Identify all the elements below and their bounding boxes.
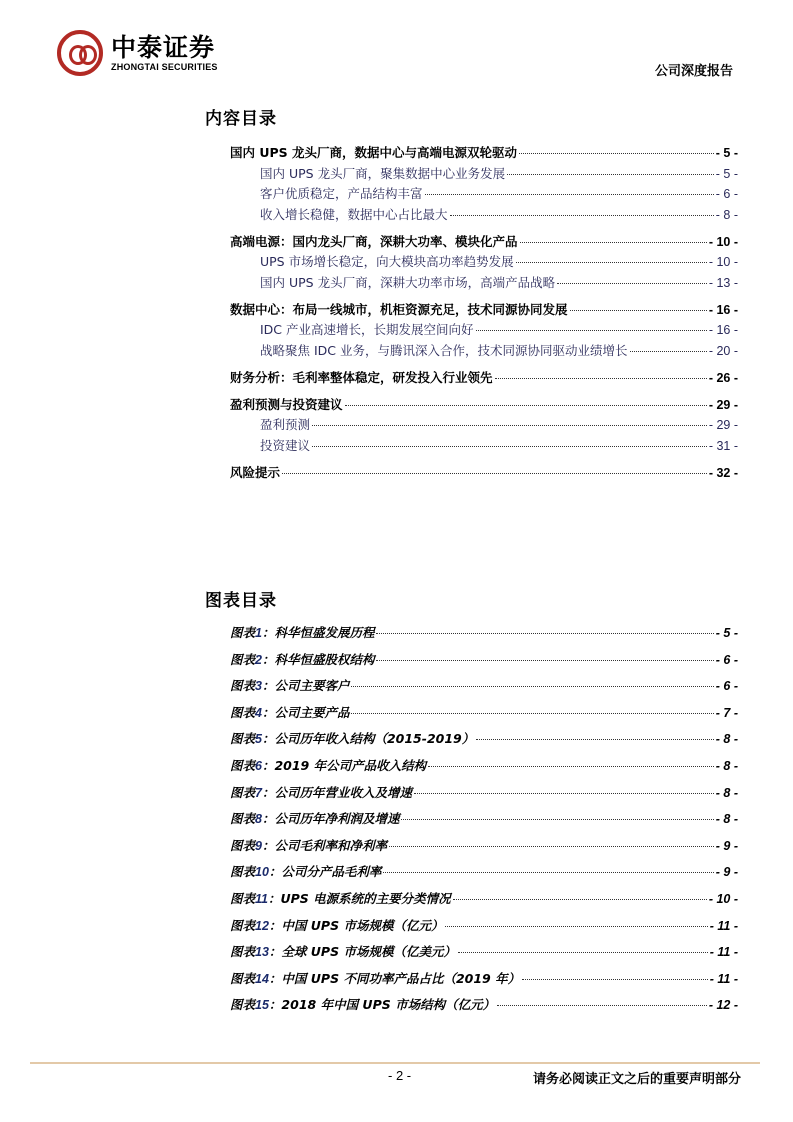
contents-title: 内容目录 — [205, 109, 277, 129]
figure-entry-label — [230, 726, 474, 753]
figure-number: 9 — [255, 838, 262, 853]
toc-entry[interactable] — [230, 252, 738, 273]
figure-title: ：全球 UPS 市场规模（亿美元） — [268, 944, 456, 960]
figure-number: 2 — [255, 652, 262, 667]
toc-entry-label: 国内 UPS 龙头厂商，数据中心与高端电源双轮驱动 — [230, 145, 518, 160]
toc-entry-label: 高端电源：国内龙头厂商，深耕大功率、模块化产品 — [230, 233, 518, 249]
figure-prefix: 图表 — [230, 625, 256, 640]
page-number: - 2 - — [388, 1068, 412, 1083]
logo-icon — [57, 30, 103, 76]
toc-entry[interactable] — [230, 320, 738, 341]
toc-entry-label: UPS 市场增长稳定，向大模块高功率趋势发展 — [260, 254, 514, 269]
figure-entry[interactable] — [230, 726, 738, 753]
toc-entry[interactable] — [230, 184, 738, 205]
figure-entry-label — [230, 992, 495, 1019]
toc-entry-page: - 26 - — [708, 370, 738, 385]
figure-title: ：科华恒盛发展历程 — [261, 625, 375, 640]
toc-entry-page: - 31 - — [708, 438, 738, 453]
figure-number: 5 — [255, 732, 262, 747]
leader-dots — [507, 174, 714, 175]
toc-entry-label: 客户优质稳定，产品结构丰富 — [260, 186, 423, 201]
toc-entry-page: - 20 - — [708, 343, 738, 358]
figure-number: 4 — [255, 705, 262, 720]
figure-prefix: 图表 — [230, 651, 256, 667]
figure-prefix: 图表 — [230, 678, 256, 694]
footer-divider — [30, 1062, 760, 1064]
figure-entry[interactable] — [230, 913, 738, 940]
figure-entry[interactable] — [230, 673, 738, 700]
toc-entry-page: - 6 - — [715, 187, 738, 201]
leader-dots — [351, 686, 713, 687]
toc-entry-page: - 16 - — [708, 323, 738, 337]
figure-entry-page: - 6 - — [715, 652, 738, 667]
figure-entry-label — [230, 780, 412, 807]
leader-dots — [458, 952, 708, 953]
leader-dots — [428, 766, 714, 767]
leader-dots — [414, 793, 714, 794]
figure-number: 10 — [255, 865, 269, 880]
toc-entry-label: 财务分析：毛利率整体稳定，研发投入行业领先 — [230, 369, 493, 385]
figure-title: ：2019 年公司产品收入结构 — [261, 757, 427, 773]
leader-dots — [376, 660, 713, 661]
toc-entry-label: 国内 UPS 龙头厂商，聚集数据中心业务发展 — [260, 165, 506, 181]
figure-title: ：公司分产品毛利率 — [268, 864, 382, 880]
figure-entry-label — [230, 886, 451, 913]
toc-entry[interactable] — [230, 368, 738, 389]
leader-dots — [495, 378, 707, 379]
figure-entry[interactable] — [230, 806, 738, 833]
logo-english-name: ZHONGTAI SECURITIES — [111, 62, 218, 72]
figure-entry-page: - 6 - — [715, 679, 738, 694]
figure-entry-label — [230, 620, 374, 647]
figure-entry-label — [230, 673, 349, 700]
figure-title: ：公司主要客户 — [261, 678, 350, 694]
figure-prefix: 图表 — [230, 837, 256, 853]
figure-number: 12 — [255, 918, 269, 933]
leader-dots — [425, 194, 714, 195]
figure-number: 3 — [255, 679, 262, 694]
figure-number: 8 — [255, 812, 262, 827]
figure-entry[interactable] — [230, 753, 738, 780]
list-of-figures — [230, 620, 738, 1019]
figure-entry[interactable] — [230, 780, 738, 807]
figure-entry[interactable] — [230, 939, 738, 966]
figure-title: ：公司主要产品 — [261, 704, 350, 720]
figure-entry-page: - 11 - — [709, 945, 738, 960]
leader-dots — [351, 713, 713, 714]
leader-dots — [376, 633, 713, 634]
figure-prefix: 图表 — [230, 944, 256, 960]
figure-title: ：公司历年营业收入及增速 — [261, 784, 412, 800]
figure-number: 11 — [255, 891, 268, 906]
toc-entry-page: - 16 - — [708, 302, 738, 317]
figure-number: 7 — [255, 785, 262, 800]
figure-entry-page: - 9 - — [715, 838, 738, 853]
figure-title: ：公司历年净利润及增速 — [261, 811, 400, 827]
figure-title: ：UPS 电源系统的主要分类情况 — [268, 890, 451, 906]
toc-entry-label: 国内 UPS 龙头厂商，深耕大功率市场，高端产品战略 — [260, 274, 556, 290]
leader-dots — [389, 846, 714, 847]
toc-entry-label: 盈利预测 — [260, 417, 311, 432]
toc-entry-label: 数据中心：布局一线城市，机柜资源充足，技术同源协同发展 — [230, 301, 568, 317]
leader-dots — [453, 899, 707, 900]
figure-prefix: 图表 — [230, 970, 256, 986]
figure-entry-page: - 10 - — [708, 891, 738, 906]
figure-title: ：中国 UPS 市场规模（亿元） — [268, 917, 444, 933]
figure-entry-page: - 8 - — [715, 785, 738, 800]
leader-dots — [282, 473, 707, 474]
figure-entry-page: - 11 - — [709, 918, 738, 933]
figure-entry-label — [230, 913, 443, 940]
leader-dots — [516, 262, 707, 263]
toc-entry-page: - 32 - — [708, 465, 738, 480]
toc-entry-label: 风险提示 — [230, 464, 281, 480]
toc-entry-page: - 29 - — [708, 418, 738, 432]
figure-number: 1 — [255, 626, 262, 640]
figure-prefix: 图表 — [230, 890, 256, 906]
figure-entry[interactable] — [230, 700, 738, 727]
figure-entry-label — [230, 966, 520, 993]
leader-dots — [312, 425, 707, 426]
figure-title: ：中国 UPS 不同功率产品占比（2019 年） — [268, 970, 521, 986]
figure-prefix: 图表 — [230, 917, 256, 933]
figure-number: 15 — [255, 998, 269, 1013]
figure-entry-page: - 8 - — [715, 732, 738, 747]
leader-dots — [383, 872, 713, 873]
leader-dots — [497, 1005, 707, 1006]
figure-entry[interactable] — [230, 647, 738, 674]
figure-entry-page: - 8 - — [715, 812, 738, 827]
figure-prefix: 图表 — [230, 731, 256, 747]
figure-entry-page: - 11 - — [709, 971, 738, 986]
figure-title: ：公司历年收入结构（2015-2019） — [261, 731, 475, 747]
leader-dots — [450, 215, 714, 216]
toc-entry-page: - 8 - — [715, 207, 738, 222]
figure-title: ：2018 年中国 UPS 市场结构（亿元） — [268, 997, 496, 1013]
figure-entry-label — [230, 859, 381, 886]
toc-entry[interactable] — [230, 232, 738, 253]
figure-entry-page: - 8 - — [715, 758, 738, 773]
figure-title: ：科华恒盛股权结构 — [261, 651, 375, 667]
toc-entry-page: - 5 - — [715, 166, 738, 181]
figure-number: 14 — [255, 971, 269, 986]
leader-dots — [519, 153, 714, 154]
figure-number: 6 — [255, 758, 262, 773]
leader-dots — [522, 979, 708, 980]
figure-entry-label — [230, 833, 387, 860]
toc-entry[interactable] — [230, 395, 738, 416]
toc-entry[interactable] — [230, 143, 738, 164]
figure-entry[interactable] — [230, 859, 738, 886]
toc-entry[interactable] — [230, 205, 738, 226]
leader-dots — [312, 446, 707, 447]
logo-chinese-name: 中泰证券 — [111, 33, 216, 62]
toc-entry-page: - 29 - — [708, 397, 738, 412]
leader-dots — [630, 351, 707, 352]
toc-entry[interactable] — [230, 300, 738, 321]
figure-entry-label — [230, 700, 349, 727]
toc-entry-label: 投资建议 — [260, 437, 311, 453]
toc-entry-page: - 10 - — [708, 234, 738, 249]
table-of-contents — [230, 143, 738, 483]
toc-entry[interactable] — [230, 415, 738, 436]
toc-entry-page: - 13 - — [708, 275, 738, 290]
report-type: 公司深度报告 — [654, 64, 733, 79]
leader-dots — [570, 310, 707, 311]
toc-entry-label: IDC 产业高速增长，长期发展空间向好 — [260, 322, 474, 337]
figure-entry-page: - 9 - — [715, 865, 738, 880]
toc-entry[interactable] — [230, 436, 738, 457]
figure-entry-page: - 7 - — [715, 705, 738, 720]
leader-dots — [557, 283, 707, 284]
figure-entry[interactable] — [230, 620, 738, 647]
toc-entry[interactable] — [230, 164, 738, 185]
figure-entry[interactable] — [230, 886, 738, 913]
leader-dots — [401, 819, 713, 820]
figure-entry[interactable] — [230, 966, 738, 993]
leader-dots — [345, 405, 707, 406]
leader-dots — [476, 330, 707, 331]
toc-entry[interactable] — [230, 463, 738, 484]
company-logo — [57, 30, 218, 76]
figure-prefix: 图表 — [230, 704, 256, 720]
toc-entry-page: - 10 - — [708, 255, 738, 269]
toc-entry-label: 收入增长稳健，数据中心占比最大 — [260, 206, 448, 222]
figure-prefix: 图表 — [230, 757, 256, 773]
figure-entry-label — [230, 647, 374, 674]
disclaimer: 请务必阅读正文之后的重要声明部分 — [532, 1072, 741, 1087]
figure-prefix: 图表 — [230, 997, 256, 1013]
figure-entry-page: - 5 - — [715, 626, 738, 640]
figure-entry[interactable] — [230, 833, 738, 860]
leader-dots — [445, 926, 707, 927]
figure-prefix: 图表 — [230, 864, 256, 880]
toc-entry[interactable] — [230, 273, 738, 294]
leader-dots — [476, 739, 714, 740]
leader-dots — [520, 242, 707, 243]
toc-entry-page: - 5 - — [715, 146, 738, 160]
figure-entry-page: - 12 - — [708, 998, 738, 1013]
figure-prefix: 图表 — [230, 784, 256, 800]
figure-number: 13 — [255, 945, 269, 960]
figure-title: ：公司毛利率和净利率 — [261, 837, 387, 853]
figure-entry-label — [230, 806, 399, 833]
figure-entry-label — [230, 939, 456, 966]
toc-entry-label: 战略聚焦 IDC 业务，与腾讯深入合作，技术同源协同驱动业绩增长 — [260, 342, 628, 358]
figures-title: 图表目录 — [205, 591, 277, 611]
figure-prefix: 图表 — [230, 811, 256, 827]
figure-entry-label — [230, 753, 426, 780]
toc-entry[interactable] — [230, 341, 738, 362]
figure-entry[interactable] — [230, 992, 738, 1019]
toc-entry-label: 盈利预测与投资建议 — [230, 396, 343, 412]
